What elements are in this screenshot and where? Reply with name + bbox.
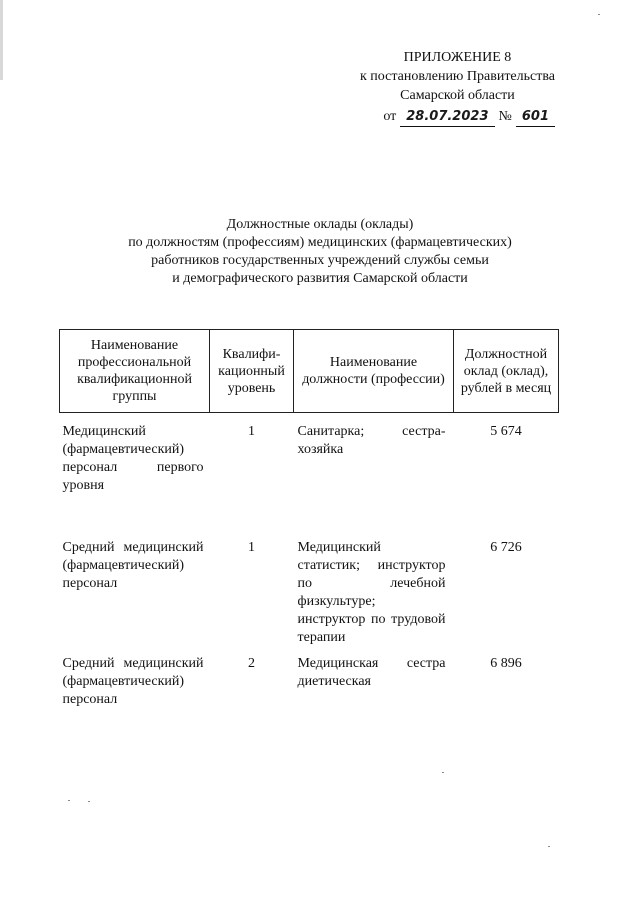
appendix-date-number	[360, 107, 555, 127]
table-row	[60, 531, 559, 647]
table-row	[60, 413, 559, 532]
scan-speck	[598, 14, 600, 15]
header-group: Наименование профессиональной квалификационной группы	[60, 330, 210, 413]
scan-speck	[548, 846, 550, 847]
cell-position: Медицинская сестра диетическая	[297, 656, 446, 689]
number-value: 601	[516, 107, 555, 127]
title-line-1: Должностные оклады (оклады)	[226, 217, 414, 232]
header-level: Квалифи-кационный уровень	[210, 330, 294, 413]
cell-level: 2	[248, 656, 255, 671]
scan-edge	[0, 0, 3, 80]
title-line-3: работников государственных учреждений службы семьи	[151, 253, 489, 268]
appendix-decree-line: к постановлению Правительства	[359, 69, 555, 84]
date-prefix: от	[383, 109, 397, 124]
date-value: 28.07.2023	[400, 107, 494, 127]
document-title	[0, 216, 640, 288]
appendix-header	[360, 48, 555, 127]
table-header-row	[60, 330, 559, 413]
title-line-4: и демографического развития Самарской области	[172, 271, 468, 286]
appendix-title: ПРИЛОЖЕНИЕ 8	[403, 50, 512, 65]
cell-level: 1	[248, 540, 255, 555]
cell-group: Средний медицинский (фармацевтический) персонал	[62, 656, 204, 707]
scan-speck	[88, 801, 90, 802]
cell-position: Медицинский статистик; инструктор по лечебной физкультуре; инструктор по трудовой терапии	[297, 540, 446, 645]
cell-salary: 6 896	[490, 656, 522, 671]
appendix-region-line: Самарской области	[400, 88, 515, 103]
cell-level: 1	[248, 424, 255, 439]
number-prefix: №	[498, 109, 512, 124]
scan-speck	[442, 772, 444, 773]
cell-group: Медицинский (фармацевтический) персонал первого уровня	[62, 424, 204, 493]
salary-table	[59, 329, 559, 709]
cell-salary: 6 726	[490, 540, 522, 555]
cell-group: Средний медицинский (фармацевтический) персонал	[62, 540, 204, 591]
table-row	[60, 647, 559, 709]
header-position: Наименование должности (профессии)	[294, 330, 454, 413]
scan-speck	[68, 800, 70, 801]
title-line-2: по должностям (профессиям) медицинских (фармацевтических)	[128, 235, 512, 250]
header-salary: Должностной оклад (оклад), рублей в месяц	[454, 330, 559, 413]
cell-position: Санитарка; сестра-хозяйка	[297, 424, 446, 457]
cell-salary: 5 674	[490, 424, 522, 439]
